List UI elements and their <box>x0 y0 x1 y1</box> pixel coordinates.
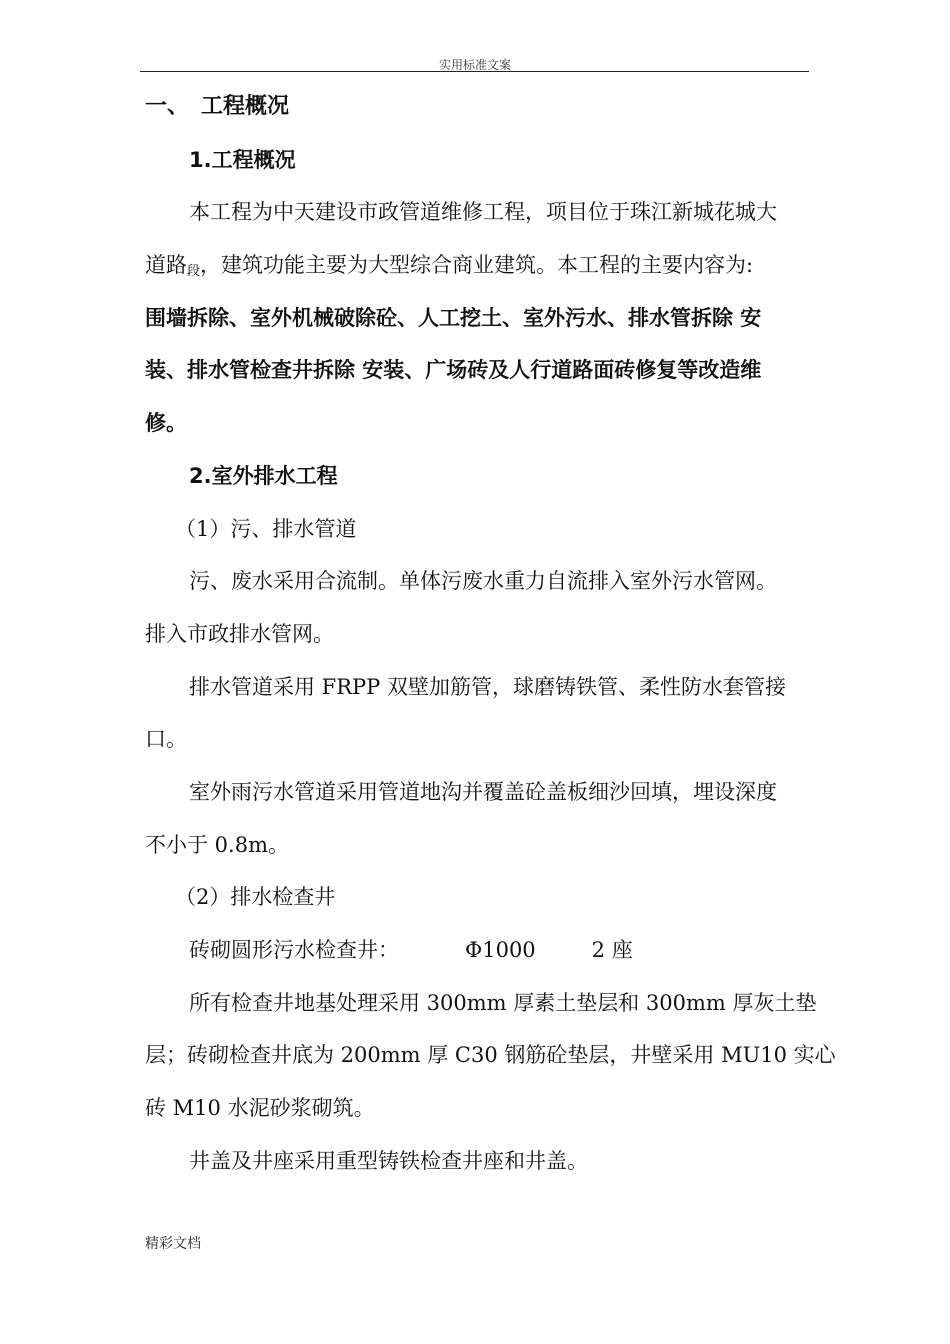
p3-line-1: 室外雨污水管道采用管道地沟并覆盖砼盖板细沙回填，埋设深度 <box>189 780 777 804</box>
intro-line-2-small: 段 <box>187 264 201 279</box>
item-1-title: （1）污、排水管道 <box>175 517 357 541</box>
spec-line <box>189 936 633 964</box>
p4-line-3: 砖 M10 水泥砂浆砌筑。 <box>145 1096 375 1120</box>
p1-line-2: 排入市政排水管网。 <box>145 622 334 646</box>
spec-name: 砖砌圆形污水检查井： <box>189 938 399 962</box>
item-2-title: （2）排水检查井 <box>175 885 336 909</box>
intro-line-1: 本工程为中天建设市政管道维修工程，项目位于珠江新城花城大 <box>189 200 777 224</box>
p3-line-2: 不小于 0.8m。 <box>145 833 289 857</box>
intro-line-2-main: 道路 <box>145 253 187 277</box>
subheading-2: 2.室外排水工程 <box>189 464 338 488</box>
intro-line-2-rest: ，建筑功能主要为大型综合商业建筑。本工程的主要内容为: <box>200 253 754 277</box>
section-number: 一、 <box>145 94 190 119</box>
page-footer: 精彩文档 <box>145 1236 201 1252</box>
header-rule <box>140 71 809 72</box>
p5-line-1: 井盖及井座采用重型铸铁检查井座和井盖。 <box>189 1149 588 1173</box>
spec-size: Φ1000 <box>465 938 536 962</box>
p2-line-2: 口。 <box>145 727 187 751</box>
p4-line-1: 所有检查井地基处理采用 300mm 厚素土垫层和 300mm 厚灰土垫 <box>189 991 817 1015</box>
scope-line-3: 修。 <box>145 411 187 435</box>
p2-line-1: 排水管道采用 FRPP 双壁加筋管，球磨铸铁管、柔性防水套管接 <box>189 675 786 699</box>
p4-line-2: 层；砖砌检查井底为 200mm 厚 C30 钢筋砼垫层，井壁采用 MU10 实心 <box>145 1043 836 1067</box>
scope-line-2: 装、排水管检查井拆除 安装、广场砖及人行道路面砖修复等改造维 <box>145 358 762 382</box>
section-heading <box>145 93 289 121</box>
section-title: 工程概况 <box>201 94 290 119</box>
subheading-1: 1.工程概况 <box>189 148 296 172</box>
intro-line-2 <box>145 251 753 286</box>
page-header: 实用标准文案 <box>438 58 511 72</box>
spec-count: 2 座 <box>591 938 633 962</box>
scope-line-1: 围墙拆除、室外机械破除砼、人工挖土、室外污水、排水管拆除 安 <box>145 306 762 330</box>
p1-line-1: 污、废水采用合流制。单体污废水重力自流排入室外污水管网。 <box>189 569 777 593</box>
